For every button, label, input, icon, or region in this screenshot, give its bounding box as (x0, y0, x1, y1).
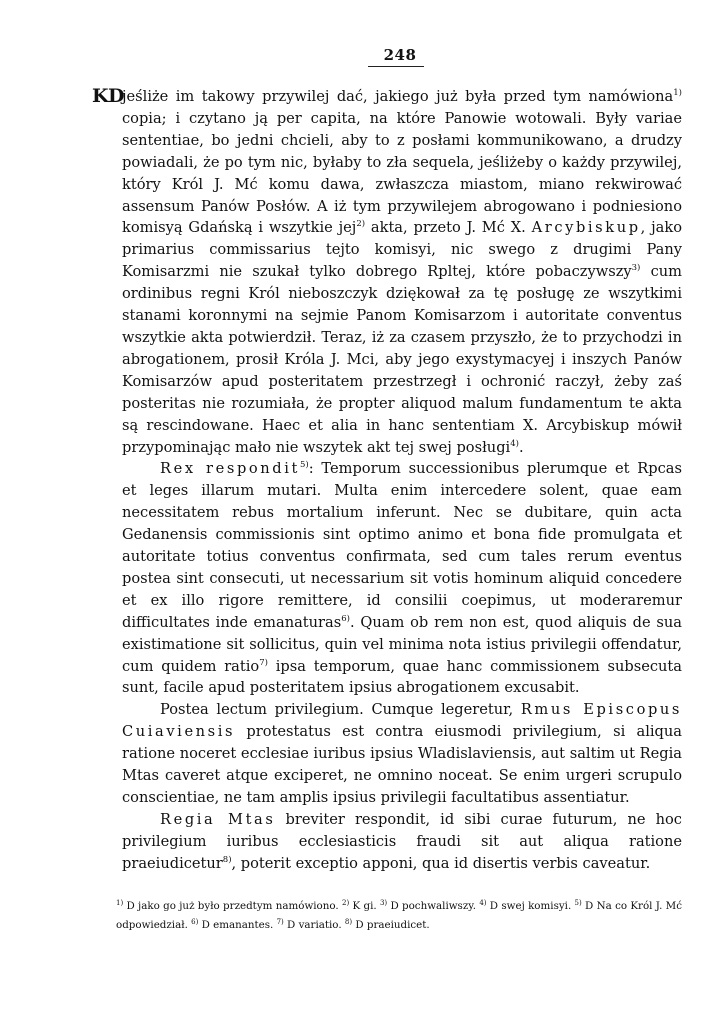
spaced-name: Regia Mtas (160, 810, 276, 828)
text-run: akta, przeto J. Mć X. (365, 219, 532, 237)
footnote-ref: 4) (510, 438, 519, 449)
footnote-ref: 5) (299, 460, 309, 471)
footnote-text: D swej komisyi. (486, 900, 575, 912)
footnote-text: D variatio. (283, 919, 345, 932)
footnote-ref: 1) (673, 88, 682, 98)
footnote-ref: 8) (222, 854, 232, 865)
spaced-name: Rmus Episcopus Cuiaviensis (122, 701, 682, 741)
paragraph (122, 86, 682, 458)
footnote-marker: 1) (116, 899, 124, 907)
footnote (116, 900, 342, 912)
text-run: , jako primarius commissarius tejto komisyi, nic swego z drugimi Pany Komisarzmi nie szukał tylko dobrego Rpltej, które pobaczywszy (122, 219, 682, 281)
footnote-marker: 8) (344, 918, 353, 927)
footnote-text: D pochwaliwszy. (387, 900, 480, 912)
text-run: breviter respondit, id sibi curae futurum, ne hoc privilegium iuribus ecclesiasticis fraudi sit aut aliqua ratione praeiudicetur (122, 810, 682, 872)
footnote-marker: 2) (341, 899, 350, 907)
text-run: : Temporum successionibus plerumque et Rpcas et leges illarum mutari. Multa enim intercedere solent, quae eam necessitatem rebus mortalium inferunt. Nec se dubitare, quin acta Gedanensis commissionis sint optimo animo et bona fide promulgata et autoritate totius conventus confirmata, sed cum tales rerum eventus postea sint consecuti, ut necessarium sit votis hominum aliquid concedere et ex illo rigore remittere, id consilii coepimus, ut moderaremur difficultates inde emanaturas (122, 460, 682, 631)
paragraph (122, 809, 682, 875)
text-run: jeśliże im takowy przywilej dać, jakiego już była przed tym namówiona (122, 88, 674, 105)
text-run: , poterit exceptio apponi, qua id disertis verbis caveatur. (231, 854, 651, 872)
footnote-ref: 6) (341, 613, 350, 624)
footnote (479, 900, 574, 912)
footnote-text: D praeiudicet. (352, 919, 430, 932)
footnote (191, 919, 276, 931)
text-run: protestatus est contra eiusmodi privilegium, si aliqua ratione noceret ecclesiae iuribus ipsius Wladislaviensis, aut saltim ut Regia Mtas caveret atque exciperet, ne omnino noceat. Se enim urgeri scrupulo conscientiae, ne tam amplis ipsius privilegii facultatibus assentiatur. (122, 723, 682, 806)
footnote (277, 919, 345, 931)
footnote-ref: 7) (259, 657, 268, 668)
footnote-text: D Na co Król J. Mć odpowiedział. (116, 900, 682, 932)
footnote-marker: 3) (379, 899, 388, 907)
footnotes (116, 897, 682, 936)
footnote-ref: 3) (631, 263, 641, 274)
footnote (380, 900, 479, 912)
footnote-ref: 2) (356, 219, 366, 230)
footnote-text: K gi. (349, 900, 380, 912)
footnote-marker: 6) (191, 918, 199, 927)
footnote-marker: 7) (276, 918, 284, 927)
footnote (342, 900, 380, 912)
text-run: . Quam ob rem non est, quod aliquis de sua existimatione sit sollicitus, quin vel minima nota istius privilegii offendatur, cum quidem ratio (122, 613, 682, 675)
footnote-text: D emanantes. (198, 919, 277, 932)
text-run: cum ordinibus regni Król nieboszczyk dziękował za tę posługę ze wszytkimi stanami koronnymi na sejmie Panom Komisarzom i autoritate conventus wszytkie akta potwierdził. Teraz, iż za czasem przyszło, że to przychodzi in abrogationem, prosił Króla J. Mci, aby jego exystymacyej i inszych Panów Komisarzów apud posteritatem przestrzegł i ochronić raczył, żeby zaś posteritas nie rozumiała, że propter aliquod malum fundamentum te akta są rescindowane. Haec et alia in hanc sententiam X. Arcybiskup mówił przypominając mało nie wszytek akt tej swej posługi (122, 263, 682, 456)
paragraph (122, 458, 682, 699)
margin-siglum: KD (92, 85, 124, 107)
paragraph (122, 699, 682, 809)
footnote-marker: 4) (479, 899, 487, 907)
footnote-text: D jako go już było przedtym namówiono. (123, 900, 342, 912)
text-run: . (518, 438, 524, 456)
text-run: Postea lectum privilegium. Cumque legeretur, (160, 701, 521, 719)
page-number: 248 (383, 46, 417, 64)
text-run: copia; i czytano ją per capita, na które Panowie wotowali. Były variae sententiae, bo jedni chcieli, aby to z posłami kommunikowano, a drudzy powiadali, że po tym nic, byłaby to zła sequela, jeśliżeby o każdy przywilej, który Król J. Mć komu dawa, zwłaszcza miastom, miano rekwirować assensum Panów Posłów. A iż tym przywilejem abrogowano i podniesiono komisyą Gdańską i wszytkie jej (122, 109, 682, 237)
text-run: ipsa temporum, quae hanc commissionem subsecuta sunt, facile apud posteritatem ipsius abrogationem excusabit. (122, 657, 682, 697)
spaced-name: Arcybiskup (531, 219, 641, 237)
footnote-marker: 5) (574, 899, 582, 907)
spaced-name: Rex respondit (160, 460, 300, 478)
main-text (122, 86, 682, 875)
page-number-rule (368, 66, 424, 67)
footnote (345, 919, 430, 931)
